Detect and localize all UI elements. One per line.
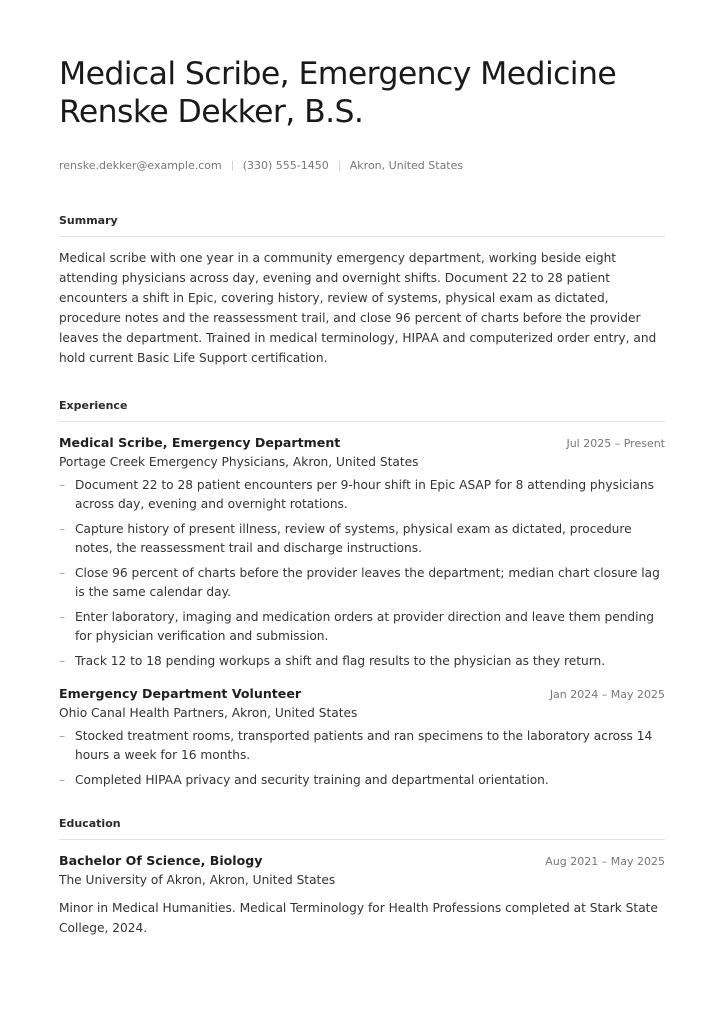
education-entry [59,853,665,938]
job-title: Medical Scribe, Emergency Department [59,435,341,450]
dash-icon: – [59,610,66,624]
experience-entry [59,686,665,790]
dash-icon: – [59,478,66,492]
contact-separator [232,161,233,171]
list-item: – Track 12 to 18 pending workups a shift and flag results to the physician as they return. [59,652,665,671]
education-dates: Aug 2021 – May 2025 [545,855,665,868]
section-title-experience: Experience [59,399,665,422]
degree-title: Bachelor Of Science, Biology [59,853,263,868]
list-item: – Completed HIPAA privacy and security training and departmental orientation. [59,771,665,790]
job-organization: Portage Creek Emergency Physicians, Akron, United States [59,455,419,469]
contact-phone[interactable]: (330) 555-1450 [242,159,329,172]
summary-text: Medical scribe with one year in a community emergency department, working beside eight attending physicians across day, evening and overnight shifts. Document 22 to 28 patient encounters a shift in Epic, covering history, review of systems, physical exam as dictated, procedure notes and the reassessment trail, and close 96 percent of charts before the provider leaves the department. Trained in medical terminology, HIPAA and computerized order entry, and hold current Basic Life Support certification. [59,251,657,365]
entry-header [59,686,665,701]
list-item: – Close 96 percent of charts before the provider leaves the department; median chart closure lag is the same calendar day. [59,566,660,599]
entry-header [59,853,665,868]
list-item: – Stocked treatment rooms, transported patients and ran specimens to the laboratory across 14 hours a week for 16 months. [59,729,653,762]
list-item: – Enter laboratory, imaging and medication orders at provider direction and leave them pending for physician verification and submission. [59,610,654,643]
contact-separator [339,161,340,171]
dash-icon: – [59,654,66,668]
school-name: The University of Akron, Akron, United States [59,873,336,887]
job-bullets [59,727,665,790]
dash-icon: – [59,773,66,787]
education-note: Minor in Medical Humanities. Medical Terminology for Health Professions completed at Stark State College, 2024. [59,901,658,935]
dash-icon: – [59,729,66,743]
section-title-education: Education [59,817,665,840]
education-section [59,817,665,938]
contact-email[interactable]: renske.dekker@example.com [59,159,222,172]
dash-icon: – [59,566,66,580]
list-item: – Document 22 to 28 patient encounters per 9-hour shift in Epic ASAP for 8 attending physicians across day, evening and overnight rotations. [59,478,654,511]
entry-header [59,435,665,450]
experience-entry [59,435,665,671]
dash-icon: – [59,522,66,536]
job-title: Emergency Department Volunteer [59,686,302,701]
candidate-name: Medical Scribe, Emergency Medicine Renske Dekker, B.S. [59,56,617,130]
job-organization: Ohio Canal Health Partners, Akron, United States [59,706,358,720]
job-bullets [59,476,665,671]
contact-location: Akron, United States [349,159,464,172]
summary-section [59,214,665,368]
experience-section [59,399,665,790]
list-item: – Capture history of present illness, review of systems, physical exam as dictated, procedure notes, the reassessment trail and discharge instructions. [59,522,632,555]
contact-line [59,159,665,172]
job-dates: Jul 2025 – Present [566,437,665,450]
job-dates: Jan 2024 – May 2025 [549,688,665,701]
section-title-summary: Summary [59,214,665,237]
